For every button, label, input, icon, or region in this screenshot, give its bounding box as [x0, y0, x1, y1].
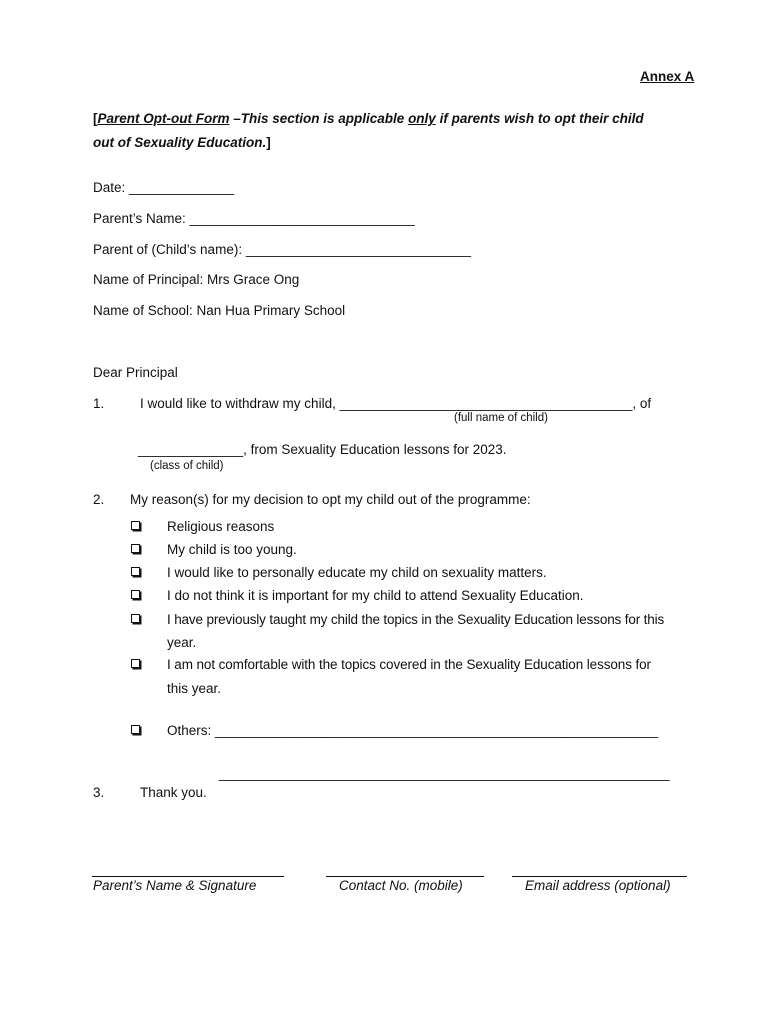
checkbox-others[interactable]	[131, 725, 140, 734]
reason-religious: Religious reasons	[167, 519, 275, 534]
reasons-heading: My reason(s) for my decision to opt my child out of the programme:	[130, 492, 531, 507]
checkbox-personally-educate[interactable]	[131, 567, 140, 576]
form-header-line2	[93, 135, 271, 150]
signature-label: Parent’s Name & Signature	[93, 878, 257, 893]
annex-label: Annex A	[640, 69, 695, 84]
header-only: only	[408, 111, 436, 126]
form-name: Parent Opt-out Form	[97, 111, 230, 126]
reason-personally-educate: I would like to personally educate my child on sexuality matters.	[167, 565, 547, 580]
class-field[interactable]: ______________, from Sexuality Education lessons for 2023.	[138, 442, 507, 457]
reason-previously-taught: I have previously taught my child the topics in the Sexuality Education lessons for this	[167, 612, 665, 627]
checkbox-too-young[interactable]	[131, 544, 140, 553]
form-header-line1	[93, 111, 644, 126]
reason-not-comfortable: I am not comfortable with the topics covered in the Sexuality Education lessons for	[167, 657, 651, 672]
contact-line[interactable]	[326, 876, 484, 877]
header-line2: out of Sexuality Education.	[93, 135, 267, 150]
signature-line[interactable]	[92, 876, 284, 877]
others-field[interactable]: Others: ___________________________________________________________	[167, 723, 658, 738]
email-label: Email address (optional)	[525, 878, 671, 893]
checkbox-previously-taught[interactable]	[131, 614, 140, 623]
email-line[interactable]	[512, 876, 687, 877]
reason-previously-taught-cont: year.	[167, 635, 197, 650]
header-part2: if parents wish to opt their child	[435, 111, 644, 126]
item2-number: 2.	[93, 492, 105, 507]
others-field-line2[interactable]: ____________________________________________________________	[219, 766, 670, 781]
checkbox-religious[interactable]	[131, 521, 140, 530]
date-field[interactable]: Date: ______________	[93, 180, 235, 195]
reason-not-comfortable-cont: this year.	[167, 681, 222, 696]
salutation: Dear Principal	[93, 365, 178, 380]
child-name-field[interactable]: Parent of (Child’s name): ______________________________	[93, 242, 472, 257]
item3-number: 3.	[93, 785, 105, 800]
withdraw-child-field[interactable]: I would like to withdraw my child, _______________________________________, of	[140, 396, 652, 411]
reason-not-important: I do not think it is important for my child to attend Sexuality Education.	[167, 588, 584, 603]
school-name: Name of School: Nan Hua Primary School	[93, 303, 346, 318]
item1-number: 1.	[93, 396, 105, 411]
class-hint: (class of child)	[150, 460, 224, 472]
header-part1: –This section is applicable	[229, 111, 409, 126]
thank-you: Thank you.	[140, 785, 207, 800]
header-close-bracket: ]	[266, 135, 271, 150]
principal-name: Name of Principal: Mrs Grace Ong	[93, 272, 300, 287]
parent-name-field[interactable]: Parent’s Name: ______________________________	[93, 211, 415, 226]
checkbox-not-important[interactable]	[131, 590, 140, 599]
checkbox-not-comfortable[interactable]	[131, 659, 140, 668]
reason-too-young: My child is too young.	[167, 542, 297, 557]
header-open-bracket: [	[93, 111, 98, 126]
contact-label: Contact No. (mobile)	[339, 878, 463, 893]
full-name-hint: (full name of child)	[454, 412, 548, 424]
